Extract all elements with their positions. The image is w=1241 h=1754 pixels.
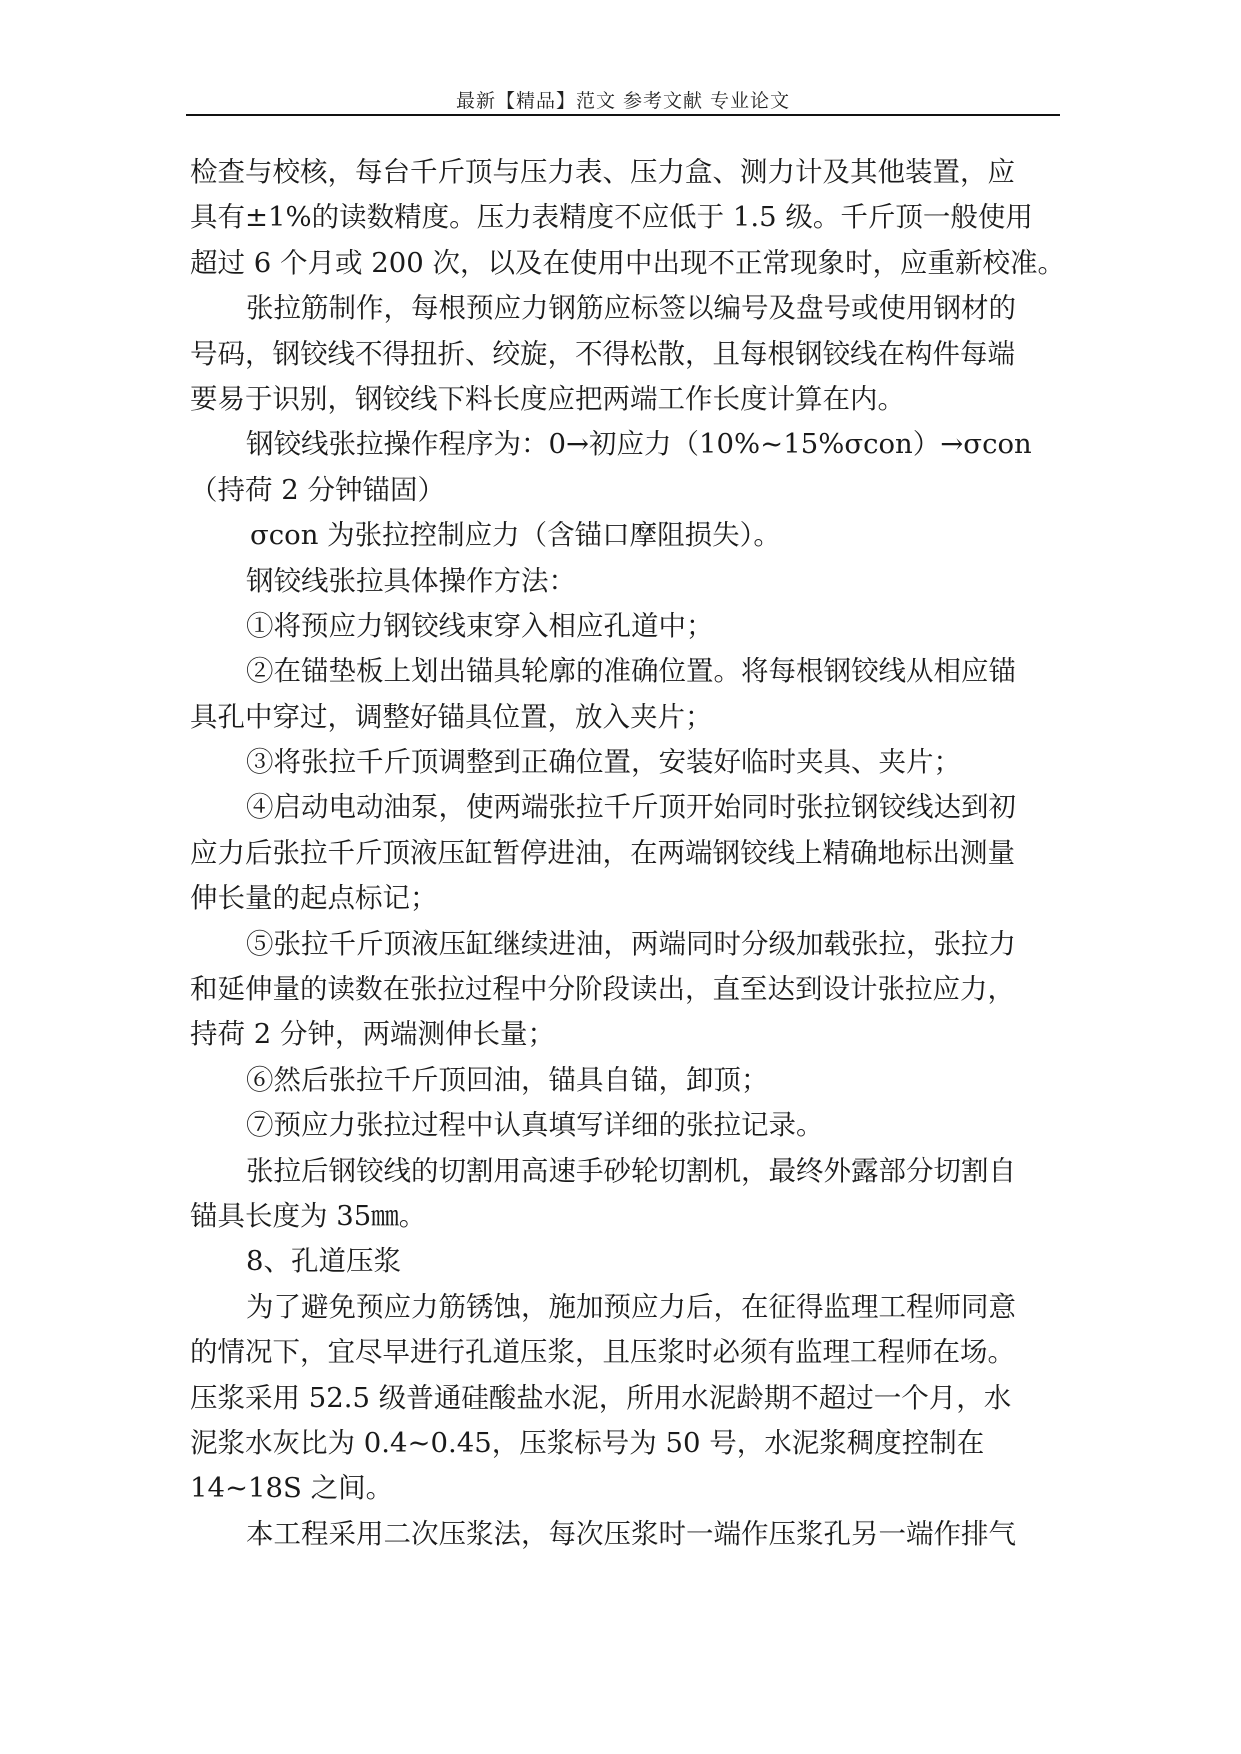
list-item: ⑥然后张拉千斤顶回油，锚具自锚，卸顶； (246, 1063, 769, 1096)
list-item: ①将预应力钢铰线束穿入相应孔道中； (246, 609, 714, 642)
list-item: ④启动电动油泵，使两端张拉千斤顶开始同时张拉钢铰线达到初 (246, 791, 1016, 824)
text-line: 应力后张拉千斤顶液压缸暂停进油，在两端钢铰线上精确地标出测量 (190, 836, 1015, 869)
header-divider (186, 114, 1060, 116)
text-line: 泥浆水灰比为 0.4~0.45，压浆标号为 50 号，水泥浆稠度控制在 (190, 1426, 985, 1459)
text-line: 压浆采用 52.5 级普通硅酸盐水泥，所用水泥龄期不超过一个月，水 (190, 1381, 1012, 1414)
list-item: ⑦预应力张拉过程中认真填写详细的张拉记录。 (246, 1109, 824, 1142)
text-line: 超过 6 个月或 200 次，以及在使用中出现不正常现象时，应重新校准。 (190, 246, 1065, 279)
text-line: 锚具长度为 35㎜。 (190, 1199, 427, 1232)
paragraph-first-line: 钢铰线张拉具体操作方法： (246, 564, 576, 597)
text-line: 和延伸量的读数在张拉过程中分阶段读出，直至达到设计张拉应力， (190, 973, 1015, 1006)
text-line: 的情况下，宜尽早进行孔道压浆，且压浆时必须有监理工程师在场。 (190, 1336, 1015, 1369)
paragraph-first-line: 本工程采用二次压浆法，每次压浆时一端作压浆孔另一端作排气 (246, 1517, 1016, 1550)
text-line: 具孔中穿过，调整好锚具位置，放入夹片； (190, 700, 713, 733)
text-line: 要易于识别，钢铰线下料长度应把两端工作长度计算在内。 (190, 382, 905, 415)
list-item: ③将张拉千斤顶调整到正确位置，安装好临时夹具、夹片； (246, 746, 961, 779)
paragraph-first-line: 张拉筋制作，每根预应力钢筋应标签以编号及盘号或使用钢材的 (246, 292, 1016, 325)
list-item: ⑤张拉千斤顶液压缸继续进油，两端同时分级加载张拉，张拉力 (246, 927, 1016, 960)
paragraph-first-line: σcon 为张拉控制应力（含锚口摩阻损失）。 (250, 519, 781, 552)
text-line: 检查与校核，每台千斤顶与压力表、压力盒、测力计及其他装置，应 (190, 156, 1015, 188)
page-header: 最新【精品】范文 参考文献 专业论文 (455, 90, 791, 112)
section-heading: 8、孔道压浆 (246, 1245, 401, 1278)
paragraph-first-line: 钢铰线张拉操作程序为：0→初应力（10%~15%σcon）→σcon (246, 428, 1032, 461)
text-line: 14~18S 之间。 (190, 1472, 394, 1505)
text-line: 号码，钢铰线不得扭折、绞旋，不得松散，且每根钢铰线在构件每端 (190, 337, 1015, 370)
paragraph-first-line: 为了避免预应力筋锈蚀，施加预应力后，在征得监理工程师同意 (246, 1290, 1016, 1323)
text-line: 持荷 2 分钟，两端测伸长量； (190, 1018, 555, 1051)
list-item: ②在锚垫板上划出锚具轮廓的准确位置。将每根钢铰线从相应锚 (246, 655, 1016, 688)
text-line: （持荷 2 分钟锚固） (190, 473, 445, 506)
paragraph-first-line: 张拉后钢铰线的切割用高速手砂轮切割机，最终外露部分切割自 (246, 1154, 1016, 1187)
text-line: 具有±1%的读数精度。压力表精度不应低于 1.5 级。千斤顶一般使用 (190, 201, 1033, 234)
document-body (190, 150, 1065, 1557)
text-line: 伸长量的起点标记； (190, 882, 438, 915)
